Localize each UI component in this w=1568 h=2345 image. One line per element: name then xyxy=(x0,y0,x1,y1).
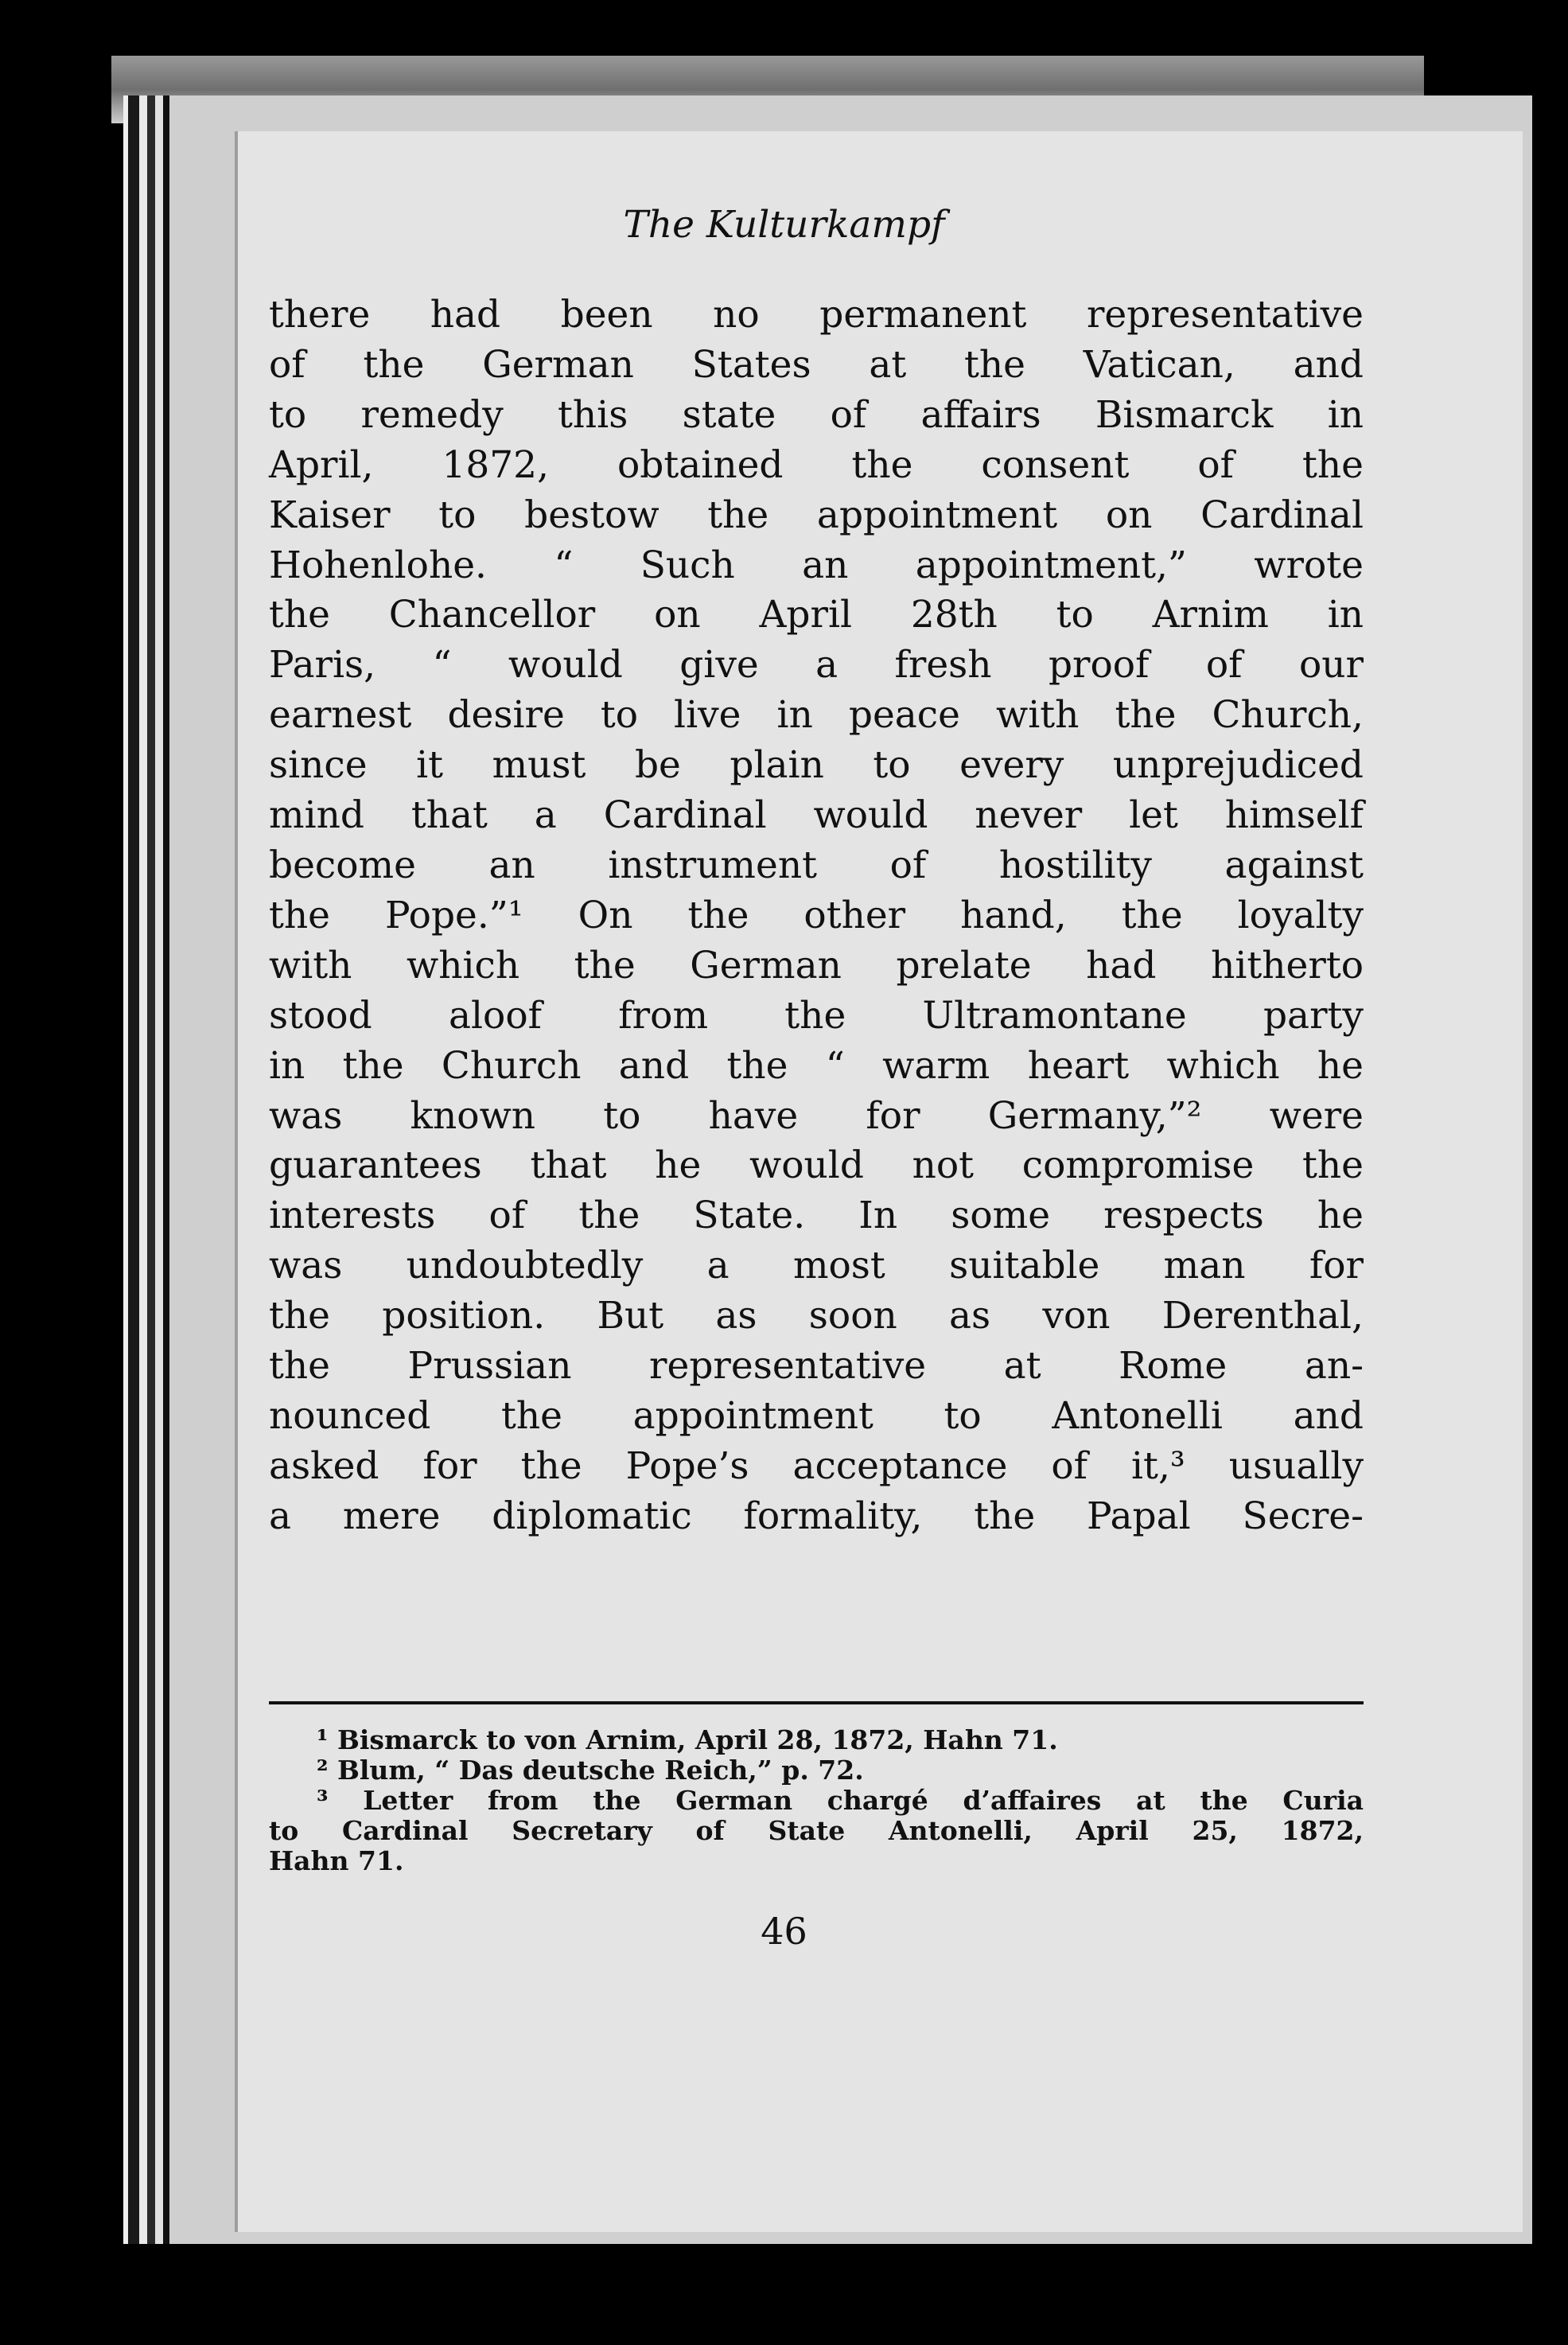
text-line: Paris, “ would give a fresh proof of our xyxy=(269,643,1364,688)
body-text xyxy=(269,290,1364,1542)
text-line: of the German States at the Vatican, and xyxy=(269,342,1364,387)
text-line: was known to have for Germany,”² were xyxy=(269,1093,1364,1138)
text-line: stood aloof from the Ultramontane party xyxy=(269,993,1364,1038)
footnote-1: ¹ Bismarck to von Arnim, April 28, 1872, Hahn 71. xyxy=(317,1724,1058,1755)
footnote-3-text: ³ Letter from the German chargé d’affaires at the Curia xyxy=(317,1785,1364,1816)
text-line: the Chancellor on April 28th to Arnim in xyxy=(269,593,1364,637)
text-line: with which the German prelate had hitherto xyxy=(269,943,1364,987)
footnote-3-line-2 xyxy=(269,1816,1364,1846)
text-line: earnest desire to live in peace with the Church, xyxy=(269,693,1364,738)
footnote-3-line-1 xyxy=(269,1786,1364,1816)
text-line: the Pope.”¹ On the other hand, the loyalty xyxy=(269,893,1364,937)
footnote-3-text: to Cardinal Secretary of State Antonelli, April 25, 1872, xyxy=(269,1815,1364,1846)
text-line: in the Church and the “ warm heart which he xyxy=(269,1043,1364,1088)
footnote-3-line-3 xyxy=(269,1846,1364,1876)
footnotes xyxy=(269,1725,1364,1876)
text-line: guarantees that he would not compromise the xyxy=(269,1143,1364,1188)
text-line: to remedy this state of affairs Bismarck in xyxy=(269,392,1364,437)
text-line: interests of the State. In some respects he xyxy=(269,1194,1364,1238)
text-line: a mere diplomatic formality, the Papal Secre- xyxy=(269,1494,1364,1538)
footnote-2: ² Blum, “ Das deutsche Reich,” p. 72. xyxy=(317,1755,864,1786)
text-line: become an instrument of hostility against xyxy=(269,843,1364,887)
text-line: the position. But as soon as von Derenthal, xyxy=(269,1294,1364,1338)
text-line: the Prussian representative at Rome an- xyxy=(269,1344,1364,1389)
text-line: April, 1872, obtained the consent of the xyxy=(269,442,1364,487)
text-line: Hohenlohe. “ Such an appointment,” wrote xyxy=(269,543,1364,587)
text-line: asked for the Pope’s acceptance of it,³ usually xyxy=(269,1443,1364,1488)
text-line: there had been no permanent representative xyxy=(269,293,1364,337)
text-line: was undoubtedly a most suitable man for xyxy=(269,1244,1364,1288)
running-head: The Kulturkampf xyxy=(623,203,945,247)
text-line: nounced the appointment to Antonelli and xyxy=(269,1393,1364,1438)
text-line: Kaiser to bestow the appointment on Cardinal xyxy=(269,493,1364,537)
text-line: mind that a Cardinal would never let himself xyxy=(269,793,1364,838)
text-line: since it must be plain to every unprejudiced xyxy=(269,743,1364,788)
footnote-rule xyxy=(269,1701,1364,1704)
footnote-3-text: Hahn 71. xyxy=(269,1845,404,1876)
page-number: 46 xyxy=(761,1910,807,1953)
